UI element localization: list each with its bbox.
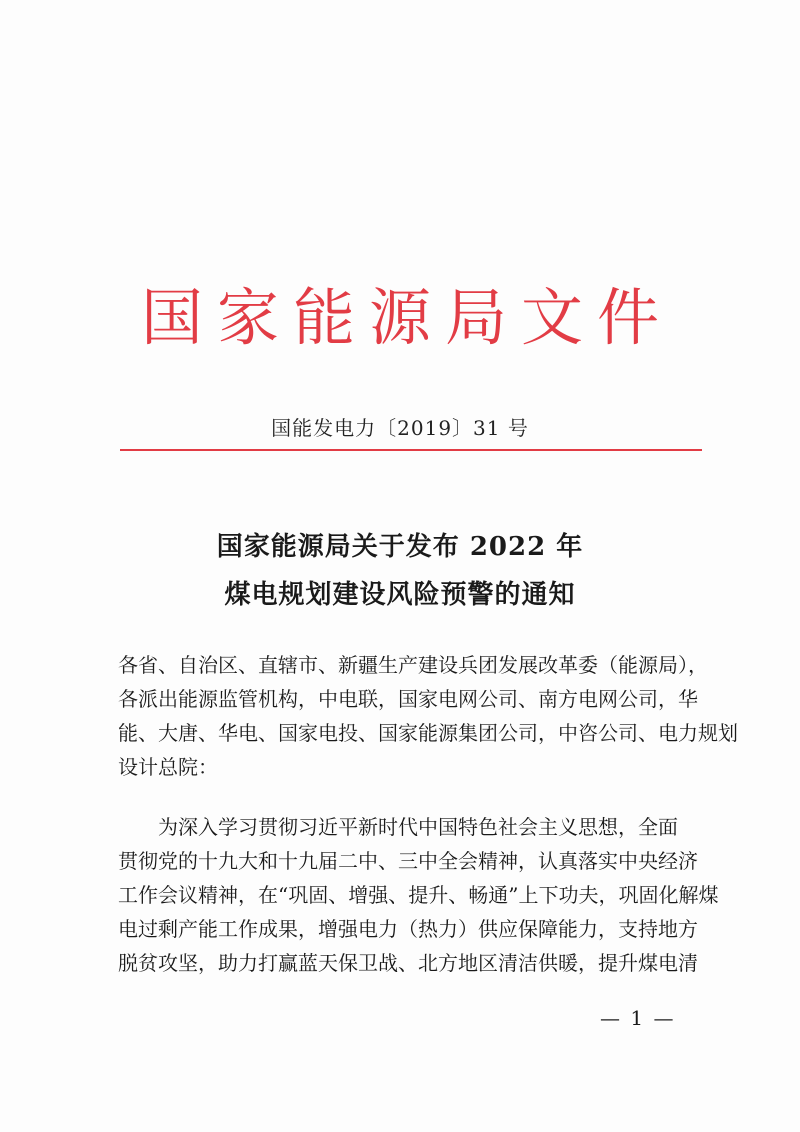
issuer-header-title: 国家能源局文件 — [140, 281, 673, 354]
body-line: 脱贫攻坚，助力打赢蓝天保卫战、北方地区清洁供暖，提升煤电清 — [118, 951, 698, 975]
document-title-line-2: 煤电规划建设风险预警的通知 — [224, 580, 576, 610]
red-separator-line — [120, 449, 702, 451]
addressee-line: 设计总院： — [118, 755, 218, 779]
body-line: 工作会议精神，在“巩固、增强、提升、畅通”上下功夫，巩固化解煤 — [118, 883, 719, 907]
body-line: 为深入学习贯彻习近平新时代中国特色社会主义思想，全面 — [158, 815, 678, 839]
addressee-line: 能、大唐、华电、国家电投、国家能源集团公司，中咨公司、电力规划 — [118, 721, 738, 745]
addressee-line: 各省、自治区、直辖市、新疆生产建设兵团发展改革委（能源局）， — [118, 653, 708, 677]
page-number: — 1 — — [600, 1006, 676, 1030]
document-number: 国能发电力〔2019〕31 号 — [271, 416, 529, 440]
body-line: 电过剩产能工作成果，增强电力（热力）供应保障能力，支持地方 — [118, 917, 698, 941]
document-title-line-1: 国家能源局关于发布 2022 年 — [216, 532, 584, 562]
body-line: 贯彻党的十九大和十九届二中、三中全会精神，认真落实中央经济 — [118, 849, 698, 873]
addressee-line: 各派出能源监管机构，中电联，国家电网公司、南方电网公司，华 — [118, 687, 698, 711]
addressee-block — [118, 648, 738, 784]
body-paragraph — [118, 810, 719, 980]
